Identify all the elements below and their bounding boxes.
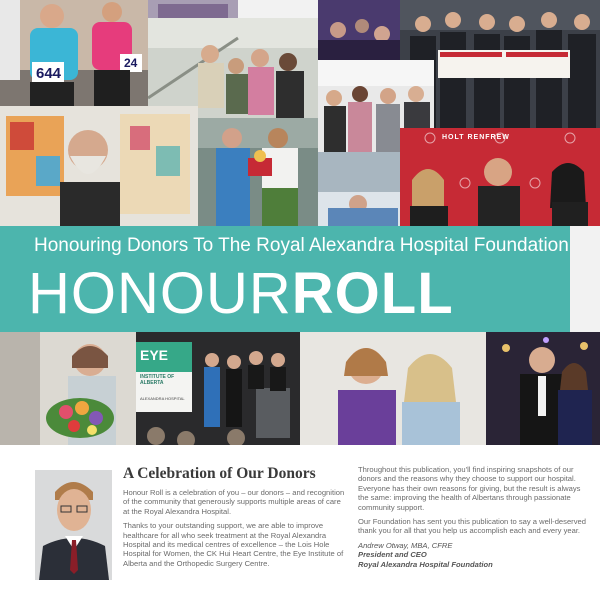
eye-sign-top: EYE: [140, 347, 169, 363]
photo-purple-event: [318, 0, 400, 60]
photo-runners: [0, 0, 148, 106]
honour-roll-banner: [0, 226, 570, 332]
photo-eye-institute: [136, 332, 300, 445]
banner-title-light: HONOUR: [28, 261, 292, 326]
signature-title: President and CEO: [358, 550, 427, 560]
signature-block: [358, 541, 590, 569]
photo-event-top: [148, 0, 238, 18]
article-column-right: [358, 465, 590, 569]
eye-sign-middle: INSTITUTE OF ALBERTA: [140, 374, 175, 386]
backdrop-brand-text: HOLT RENFREW: [442, 134, 510, 141]
banner-subtitle: Honouring Donors To The Royal Alexandra Hospital Foundation: [34, 235, 569, 256]
article-paragraph-2: Thanks to your outstanding support, we are able to improve healthcare for all who seek treatment at the Royal Alexandra Hospital and its medical centres of excellence – the Lois Hole Hospital for Women, the CK Hui Heart Centre, the Eye Institute of Alberta and the Orthopedic Surgery Centre.: [123, 521, 344, 568]
photo-patient: [318, 152, 400, 226]
photo-gala-couple: [486, 332, 600, 445]
article-section: [0, 445, 600, 600]
signature-name: Andrew Otway, MBA, CFRE: [358, 540, 453, 550]
runner-bib-2: 24: [124, 56, 138, 70]
article-column-left: [123, 465, 348, 573]
article-heading: A Celebration of Our Donors: [123, 465, 316, 482]
photo-award: [198, 118, 318, 226]
article-paragraph-4: Our Foundation has sent you this publication to say a well-deserved thank you for all that you help us accomplish each and every year.: [358, 517, 586, 536]
photo-flowers: [0, 332, 136, 445]
banner-title-bold: ROLL: [291, 261, 454, 326]
article-paragraph-1: Honour Roll is a celebration of you – our donors – and recognition of the community that generously supports multiple areas of care at the Royal Alexandra Hospital.: [123, 488, 345, 516]
banner-title: [28, 262, 454, 326]
photo-stairs-group: [148, 18, 318, 118]
signature-org: Royal Alexandra Hospital Foundation: [358, 559, 493, 569]
article-paragraph-3: Throughout this publication, you'll find inspiring snapshots of our donors and the reasons why they choose to support our hospital. Everyone has their own reasons for giving, but the result is always the same: improving the health of Albertans through passionate community support.: [358, 465, 581, 512]
photo-bearded-man: [0, 106, 198, 226]
photo-holt-renfrew: [400, 128, 600, 226]
ceo-portrait: [35, 470, 112, 580]
photo-two-women: [300, 332, 486, 445]
eye-sign-bottom: ALEXANDRA HOSPITAL: [140, 396, 185, 401]
runner-bib-1: 644: [36, 65, 62, 82]
